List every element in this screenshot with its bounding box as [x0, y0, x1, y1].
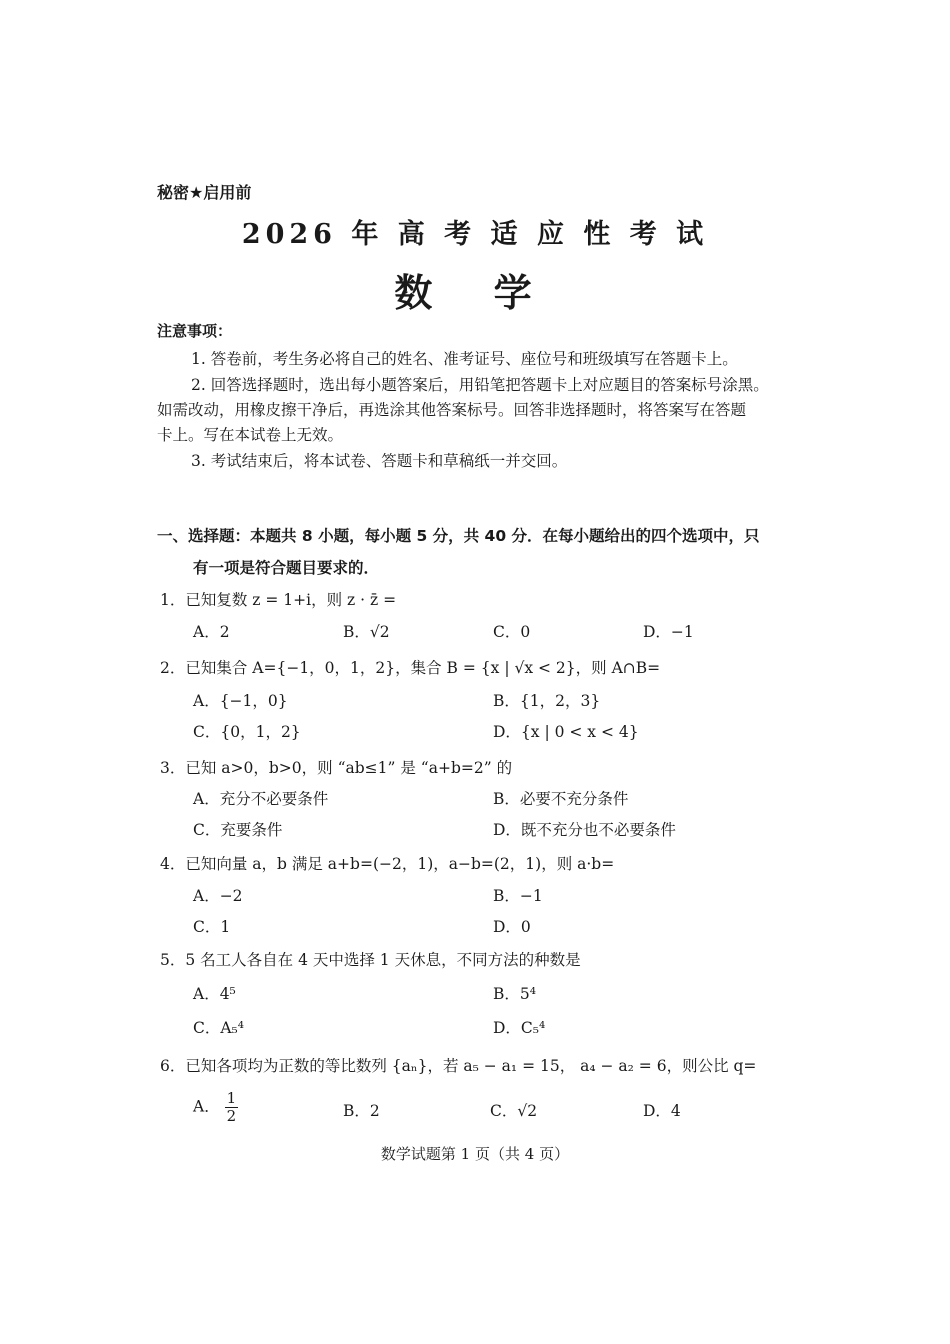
- q6-option-c: C．√2: [490, 1102, 538, 1120]
- subject-title: 数 学: [394, 270, 556, 315]
- q6-option-d: D．4: [643, 1102, 681, 1120]
- q2-option-c: C．{0，1，2}: [193, 723, 301, 741]
- q5-option-b: B．5⁴: [493, 985, 536, 1003]
- q1-option-d: D．−1: [643, 623, 694, 641]
- q6-option-a-fraction: [225, 1090, 239, 1125]
- q3-stem: 3．已知 a>0，b>0，则 “ab≤1” 是 “a+b=2” 的: [160, 759, 513, 777]
- confidential-mark: 秘密★启用前: [157, 183, 252, 202]
- fraction-numerator: 1: [226, 1089, 237, 1107]
- q1-option-a: A．2: [193, 623, 230, 641]
- q6-option-a: [193, 1090, 238, 1125]
- q6-stem: 6．已知各项均为正数的等比数列 {aₙ}，若 a₅ − a₁ = 15， a₄ − a₂ = 6，则公比 q=: [160, 1057, 757, 1075]
- q4-option-c: C．1: [193, 918, 231, 936]
- q2-option-d: D．{x | 0 < x < 4}: [493, 723, 639, 741]
- notice-line-2a: 2. 回答选择题时，选出每小题答案后，用铅笔把答题卡上对应题目的答案标号涂黑。: [191, 376, 769, 394]
- q2-option-a: A．{−1，0}: [193, 692, 288, 710]
- q1-option-c: C．0: [493, 623, 531, 641]
- q1-stem: 1．已知复数 z = 1+i，则 z · z̄ =: [160, 591, 397, 609]
- q5-option-c: C．A₅⁴: [193, 1019, 244, 1037]
- section-heading-cont: 有一项是符合题目要求的．: [193, 559, 380, 577]
- notice-line-1: 1. 答卷前，考生务必将自己的姓名、准考证号、座位号和班级填写在答题卡上。: [191, 350, 738, 368]
- q5-option-a: A．4⁵: [193, 985, 236, 1003]
- q1-option-b: B．√2: [343, 623, 390, 641]
- notice-line-2b: 如需改动，用橡皮擦干净后，再选涂其他答案标号。回答非选择题时，将答案写在答题: [157, 401, 747, 419]
- q4-option-d: D．0: [493, 918, 531, 936]
- q5-stem: 5．5 名工人各自在 4 天中选择 1 天休息，不同方法的种数是: [160, 951, 581, 969]
- notice-line-2c: 卡上。写在本试卷上无效。: [157, 426, 344, 444]
- q3-option-b: B．必要不充分条件: [493, 790, 629, 808]
- q3-option-d: D．既不充分也不必要条件: [493, 821, 676, 839]
- q2-stem: 2．已知集合 A={−1，0，1，2}，集合 B = {x | √x < 2}，则 A∩B=: [160, 659, 661, 677]
- q3-option-c: C．充要条件: [193, 821, 283, 839]
- q4-option-a: A．−2: [193, 887, 243, 905]
- q6-option-a-label: A．: [193, 1097, 220, 1116]
- exam-title: 2026 年 高 考 适 应 性 考 试: [241, 219, 709, 250]
- q2-option-b: B．{1，2，3}: [493, 692, 601, 710]
- page-footer: 数学试题第 1 页（共 4 页）: [380, 1145, 570, 1163]
- notice-line-3: 3. 考试结束后，将本试卷、答题卡和草稿纸一并交回。: [191, 452, 568, 470]
- q3-option-a: A．充分不必要条件: [193, 790, 329, 808]
- section-heading: 一、选择题：本题共 8 小题，每小题 5 分，共 40 分．在每小题给出的四个选项中，只: [157, 527, 760, 545]
- q4-option-b: B．−1: [493, 887, 543, 905]
- q5-option-d: D．C₅⁴: [493, 1019, 546, 1037]
- q6-option-b: B．2: [343, 1102, 380, 1120]
- fraction-denominator: 2: [226, 1107, 237, 1125]
- notice-heading: 注意事项：: [157, 322, 233, 340]
- q4-stem: 4．已知向量 a，b 满足 a+b=(−2，1)，a−b=(2，1)，则 a·b=: [160, 855, 615, 873]
